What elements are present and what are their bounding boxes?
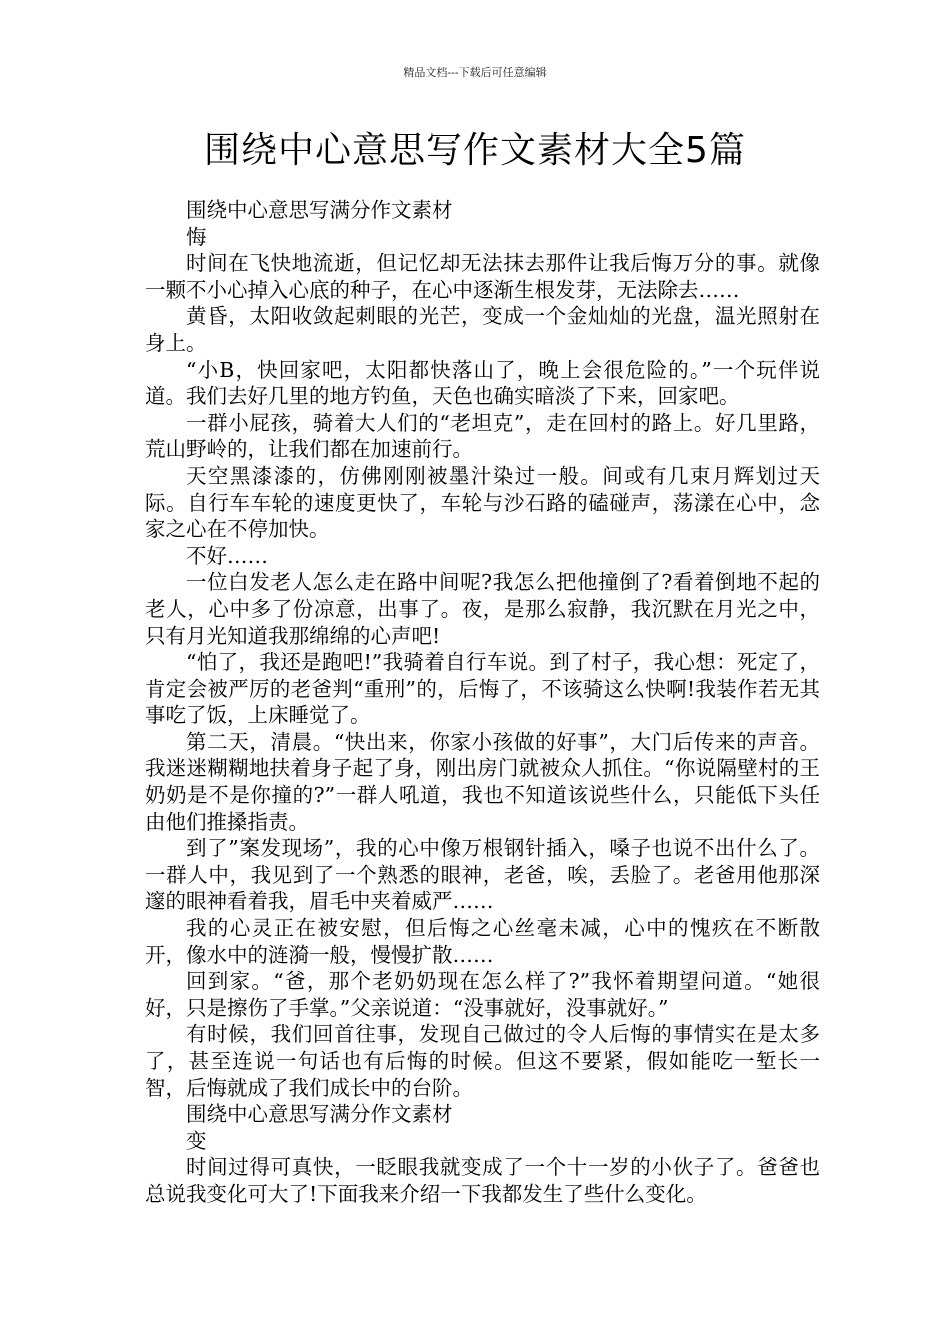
paragraph: 回到家。“爸，那个老奶奶现在怎么样了?”我怀着期望问道。“她很好，只是擦伤了手掌。”父亲说道：“没事就好，没事就好。” bbox=[145, 969, 820, 1020]
paragraph: 时间在飞快地流逝，但记忆却无法抹去那件让我后悔万分的事。就像一颗不小心掉入心底的种子，在心中逐渐生根发芽，无法除去…… bbox=[145, 251, 820, 302]
document-title: 围绕中心意思写作文素材大全5篇 bbox=[204, 130, 746, 171]
header-note: 精品文档---下载后可任意编辑 bbox=[403, 66, 547, 79]
paragraph: “小B，快回家吧，太阳都快落山了，晚上会很危险的。”一个玩伴说道。我们去好几里的地方钓鱼，天色也确实暗淡了下来，回家吧。 bbox=[145, 357, 820, 409]
paragraph: 一位白发老人怎么走在路中间呢?我怎么把他撞倒了?看着倒地不起的老人，心中多了份凉意，出事了。夜，是那么寂静，我沉默在月光之中，只有月光知道我那绵绵的心声吧! bbox=[145, 570, 820, 648]
paragraph: 有时候，我们回首往事，发现自己做过的令人后悔的事情实在是太多了，甚至连说一句话也有后悔的时候。但这不要紧，假如能吃一堑长一智，后悔就成了我们成长中的台阶。 bbox=[145, 1022, 820, 1100]
paragraph: 不好…… bbox=[186, 543, 268, 568]
essay-title: 悔 bbox=[186, 224, 207, 249]
paragraph: 到了”案发现场”，我的心中像万根钢针插入，嗓子也说不出什么了。一群人中，我见到了一个熟悉的眼神，老爸，唉，丢脸了。老爸用他那深邃的眼神看着我，眉毛中夹着威严…… bbox=[145, 836, 820, 914]
article-body bbox=[145, 197, 820, 1208]
paragraph: 天空黑漆漆的，仿佛刚刚被墨汁染过一般。间或有几束月辉划过天际。自行车车轮的速度更快了，车轮与沙石路的磕碰声，荡漾在心中，念家之心在不停加快。 bbox=[145, 463, 820, 542]
paragraph: 时间过得可真快，一眨眼我就变成了一个十一岁的小伙子了。爸爸也总说我变化可大了!下面我来介绍一下我都发生了些什么变化。 bbox=[145, 1155, 820, 1206]
paragraph: 我的心灵正在被安慰，但后悔之心丝毫未减，心中的愧疚在不断散开，像水中的涟漪一般，慢慢扩散…… bbox=[145, 916, 820, 967]
paragraph: 一群小屁孩，骑着大人们的“老坦克”，走在回村的路上。好几里路，荒山野岭的，让我们都在加速前行。 bbox=[145, 410, 820, 462]
essay-title: 变 bbox=[186, 1128, 207, 1153]
paragraph: 黄昏，太阳收敛起刺眼的光芒，变成一个金灿灿的光盘，温光照射在身上。 bbox=[145, 304, 820, 355]
paragraph: “怕了，我还是跑吧!”我骑着自行车说。到了村子，我心想：死定了，肯定会被严厉的老爸判“重刑”的，后悔了，不该骑这么快啊!我装作若无其事吃了饭，上床睡觉了。 bbox=[145, 650, 820, 728]
section-heading: 围绕中心意思写满分作文素材 bbox=[186, 1102, 453, 1127]
paragraph: 第二天，清晨。“快出来，你家小孩做的好事”，大门后传来的声音。我迷迷糊糊地扶着身子起了身，刚出房门就被众人抓住。“你说隔壁村的王奶奶是不是你撞的?”一群人吼道，我也不知道该说些什么，只能低下头任由他们推搡指责。 bbox=[145, 729, 820, 834]
section-heading: 围绕中心意思写满分作文素材 bbox=[186, 198, 453, 222]
